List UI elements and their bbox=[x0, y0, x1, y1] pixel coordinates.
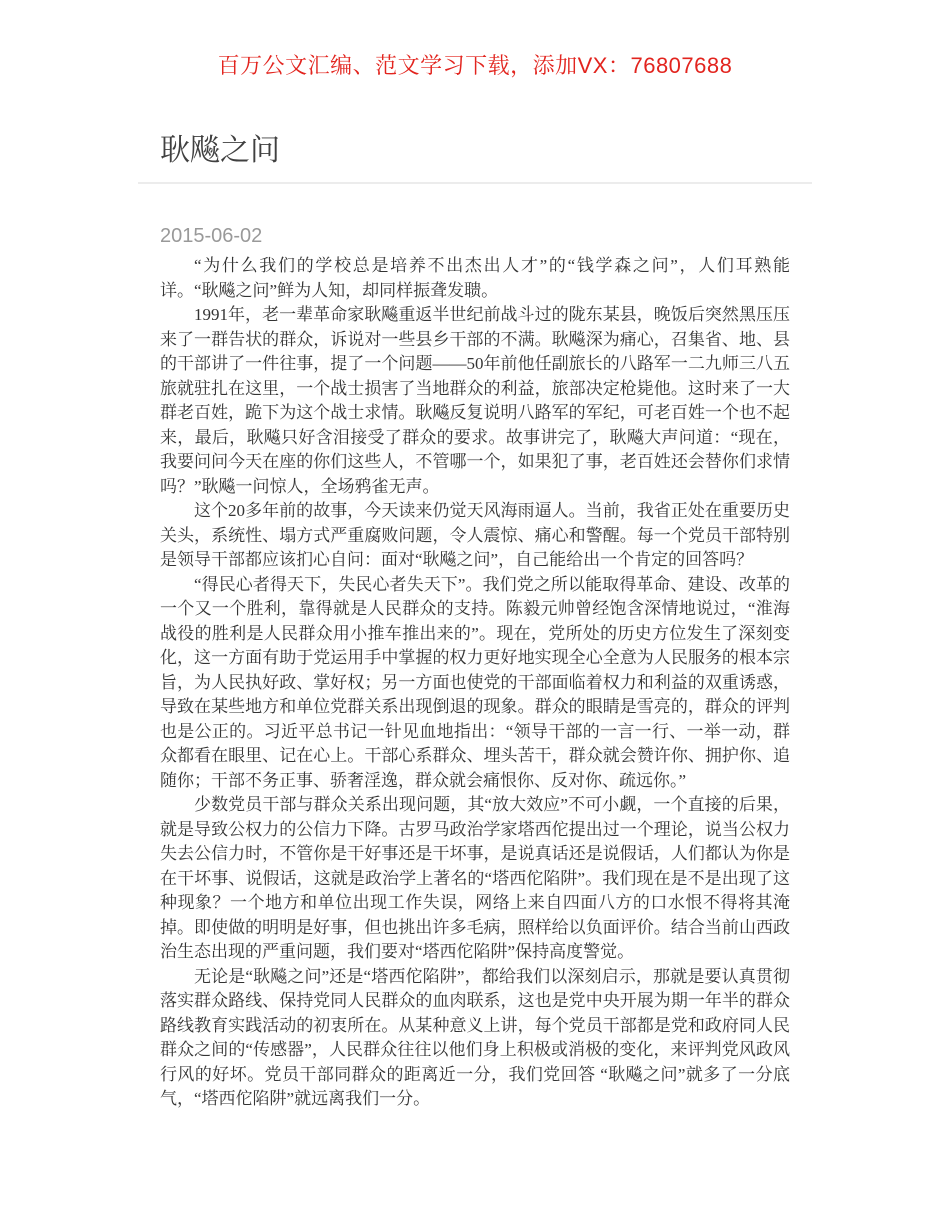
article-paragraph: 少数党员干部与群众关系出现问题，其“放大效应”不可小觑，一个直接的后果，就是导致公权力的公信力下降。古罗马政治学家塔西佗提出过一个理论，说当公权力失去公信力时，不管你是干好事还是干坏事，是说真话还是说假话，人们都认为你是在干坏事、说假话，这就是政治学上著名的“塔西佗陷阱”。我们现在是不是出现了这种现象？一个地方和单位出现工作失误，网络上来自四面八方的口水恨不得将其淹掉。即使做的明明是好事，但也挑出许多毛病，照样给以负面评价。结合当前山西政治生态出现的严重问题，我们要对“塔西佗陷阱”保持高度警觉。 bbox=[160, 795, 790, 961]
promo-banner: 百万公文汇编、范文学习下载，添加VX：76807688 bbox=[217, 53, 733, 78]
article-paragraph: 1991年，老一辈革命家耿飚重返半世纪前战斗过的陇东某县，晚饭后突然黑压压来了一群告状的群众，诉说对一些县乡干部的不满。耿飚深为痛心，召集省、地、县的干部讲了一件往事，提了一个问题——50年前他任副旅长的八路军一二九师三八五旅就驻扎在这里，一个战士损害了当地群众的利益，旅部决定枪毙他。这时来了一大群老百姓，跪下为这个战士求情。耿飚反复说明八路军的军纪，可老百姓一个也不起来，最后，耿飚只好含泪接受了群众的要求。故事讲完了，耿飚大声问道：“现在，我要问问今天在座的你们这些人，不管哪一个，如果犯了事，老百姓还会替你们求情吗？”耿飚一问惊人，全场鸦雀无声。 bbox=[160, 305, 790, 496]
article-body bbox=[138, 254, 812, 1112]
publish-date: 2015-06-02 bbox=[160, 225, 263, 247]
article-paragraph: 无论是“耿飚之问”还是“塔西佗陷阱”，都给我们以深刻启示，那就是要认真贯彻落实群众路线、保持党同人民群众的血肉联系，这也是党中央开展为期一年半的群众路线教育实践活动的初衷所在。从某种意义上讲，每个党员干部都是党和政府同人民群众之间的“传感器”，人民群众往往以他们身上积极或消极的变化，来评判党风政风行风的好坏。党员干部同群众的距离近一分，我们党回答 “耿飚之问”就多了一分底气，“塔西佗陷阱”就远离我们一分。 bbox=[160, 966, 790, 1108]
title-divider bbox=[138, 182, 812, 184]
page-title: 耿飚之问 bbox=[160, 134, 280, 167]
document-page bbox=[138, 133, 812, 1112]
article-paragraph: “得民心者得天下，失民心者失天下”。我们党之所以能取得革命、建设、改革的一个又一个胜利，靠得就是人民群众的支持。陈毅元帅曾经饱含深情地说过，“淮海战役的胜利是人民群众用小推车推出来的”。现在，党所处的历史方位发生了深刻变化，这一方面有助于党运用手中掌握的权力更好地实现全心全意为人民服务的根本宗旨，为人民执好政、掌好权；另一方面也使党的干部面临着权力和利益的双重诱惑，导致在某些地方和单位党群关系出现倒退的现象。群众的眼睛是雪亮的，群众的评判也是公正的。习近平总书记一针见血地指出：“领导干部的一言一行、一举一动，群众都看在眼里、记在心上。干部心系群众、埋头苦干，群众就会赞许你、拥护你、追随你；干部不务正事、骄奢淫逸，群众就会痛恨你、反对你、疏远你。” bbox=[160, 574, 790, 790]
article-paragraph: “为什么我们的学校总是培养不出杰出人才”的“钱学森之问”，人们耳熟能详。“耿飚之问”鲜为人知，却同样振聋发聩。 bbox=[160, 256, 790, 300]
article-paragraph: 这个20多年前的故事，今天读来仍觉天风海雨逼人。当前，我省正处在重要历史关头，系统性、塌方式严重腐败问题，令人震惊、痛心和警醒。每一个党员干部特别是领导干部都应该扪心自问：面对“耿飚之问”，自己能给出一个肯定的回答吗？ bbox=[160, 501, 790, 569]
